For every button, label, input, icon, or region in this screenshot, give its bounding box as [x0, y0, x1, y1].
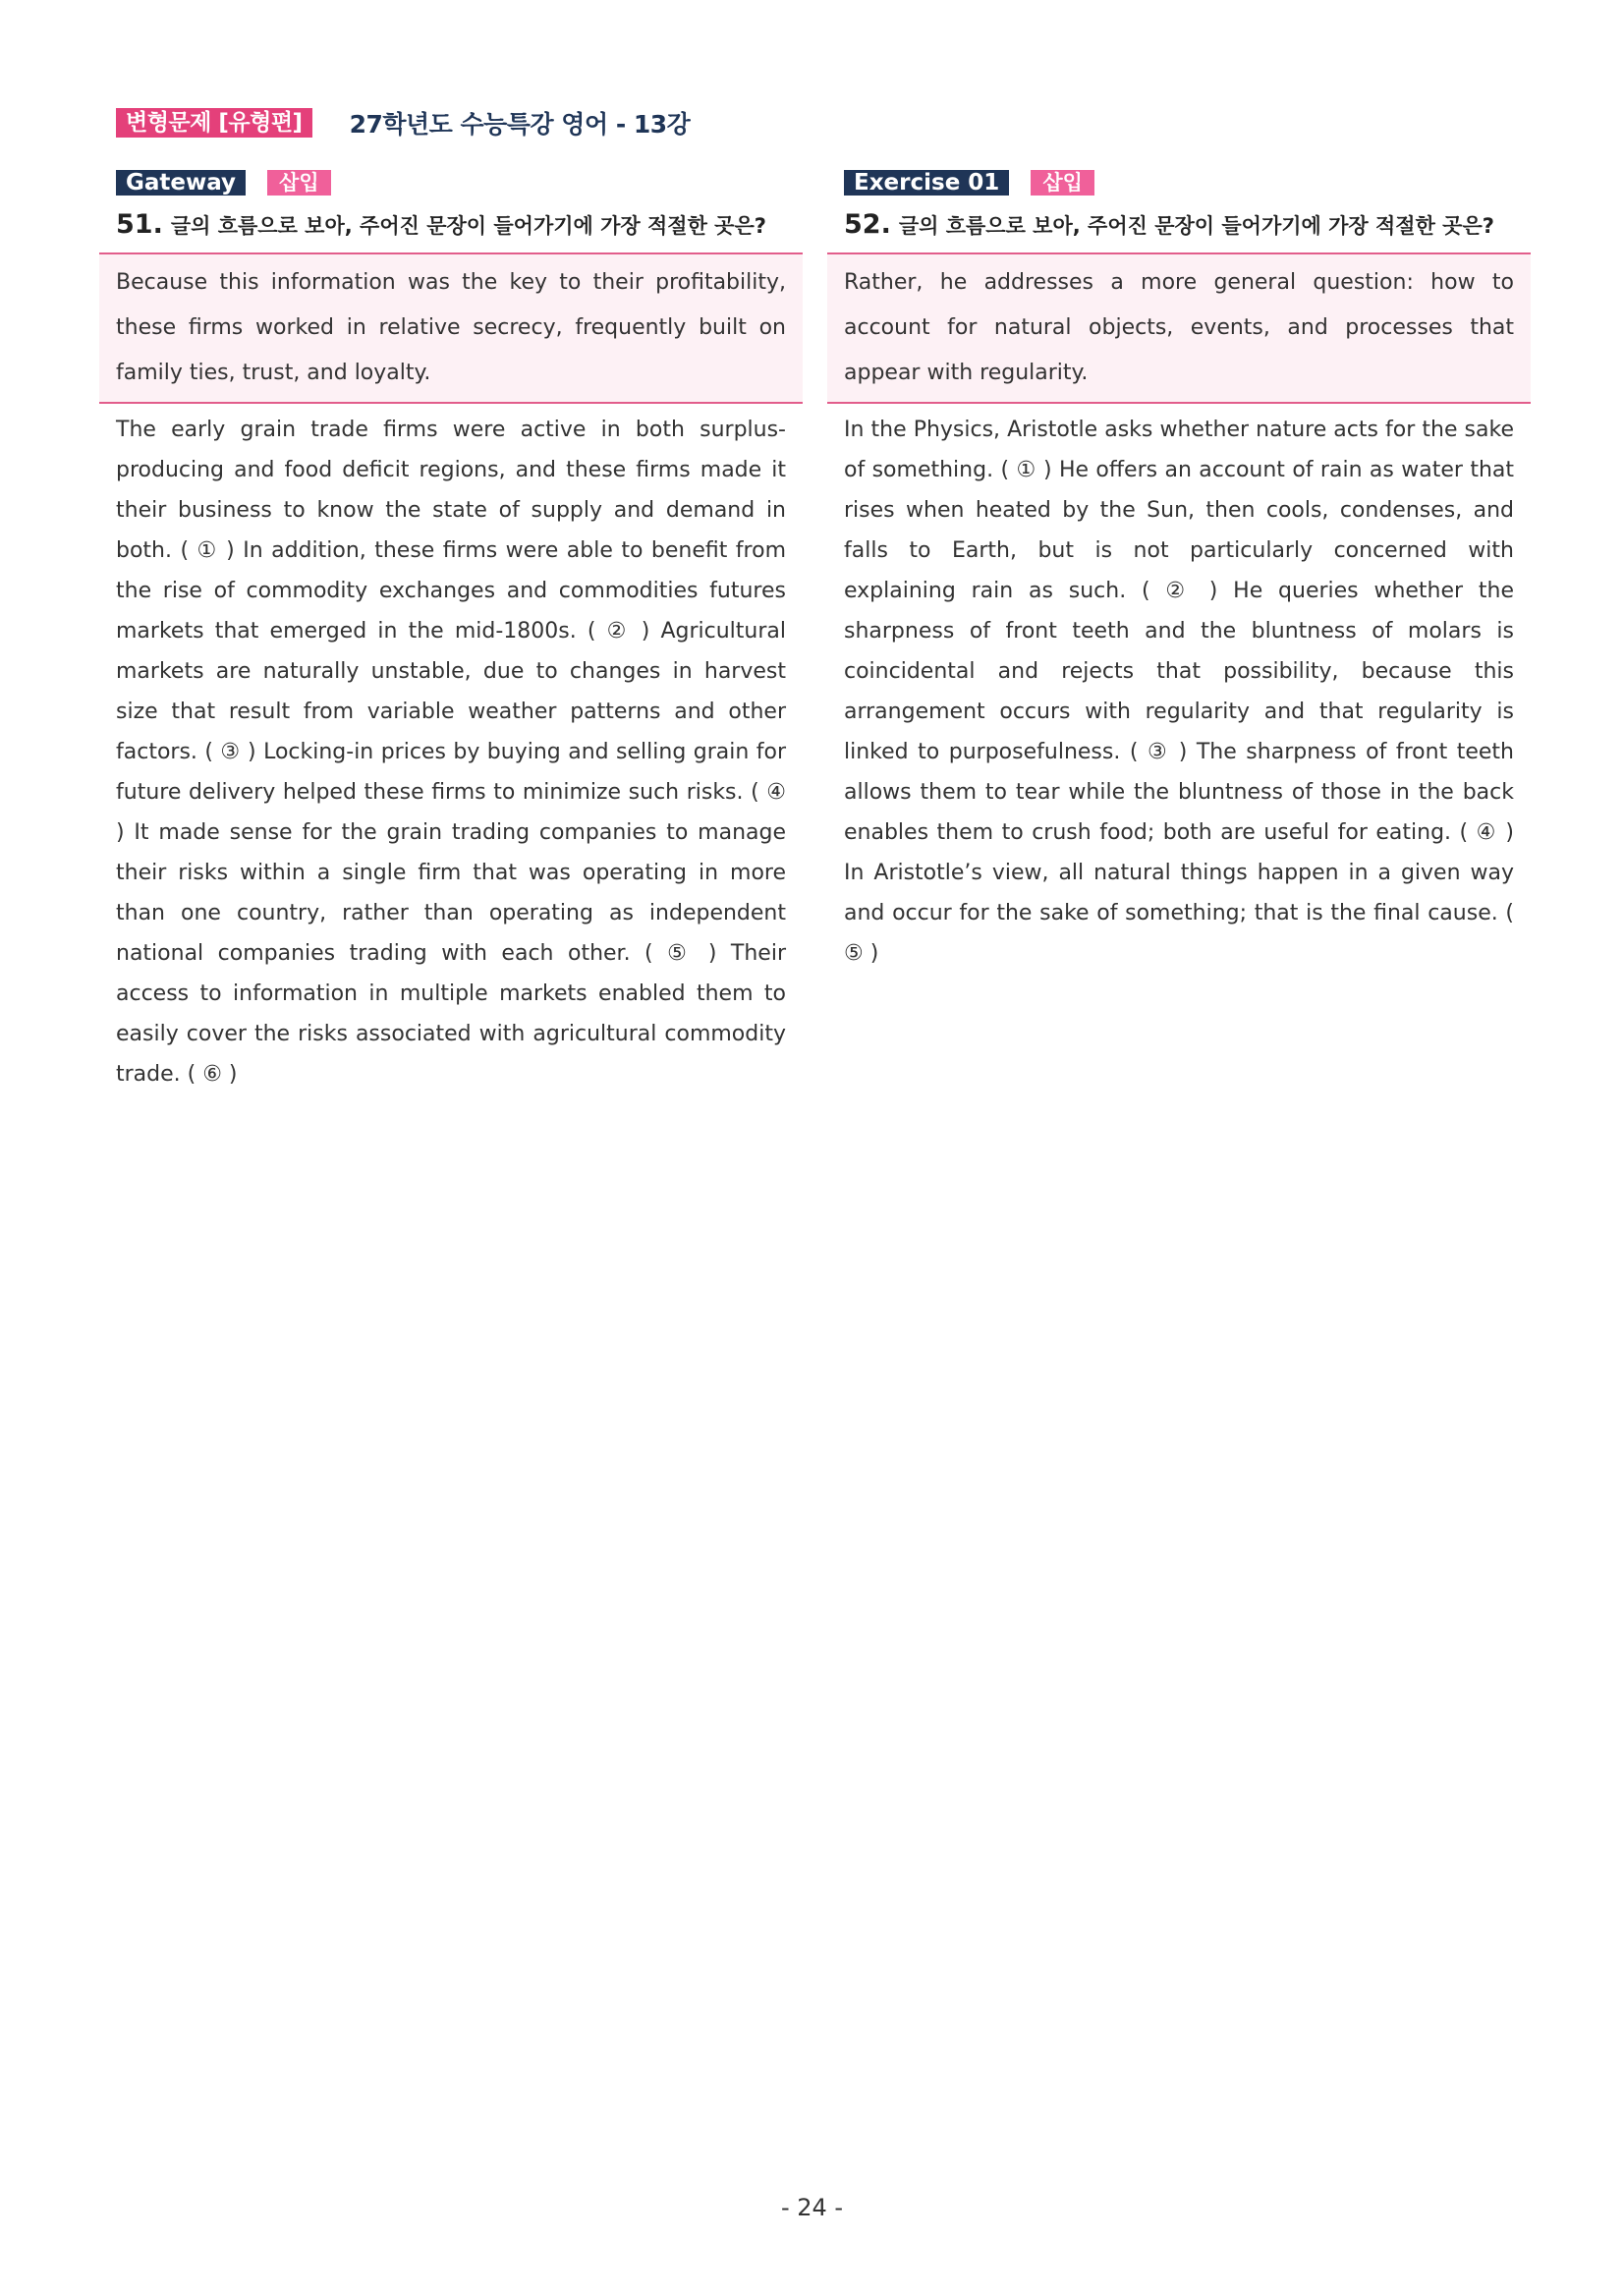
question-number: 52. [844, 209, 891, 240]
question-prompt [827, 206, 1531, 245]
page-number: - 24 - [780, 2194, 844, 2221]
given-sentence-box: Rather, he addresses a more general question: how to account for natural objects, events, and processes that appear with regularity. [827, 252, 1531, 404]
question-tags [827, 169, 1531, 196]
section-badge: 변형문제 [유형편] [116, 108, 312, 138]
question-text: 글의 흐름으로 보아, 주어진 문장이 들어가기에 가장 적절한 곳은? [170, 214, 766, 238]
question-prompt [99, 206, 803, 245]
source-label: Exercise 01 [844, 170, 1009, 196]
question-text: 글의 흐름으로 보아, 주어진 문장이 들어가기에 가장 적절한 곳은? [898, 214, 1494, 238]
page-header [116, 105, 690, 140]
question-51 [99, 169, 803, 1094]
given-sentence-box: Because this information was the key to their profitability, these firms worked in relative secrecy, frequently built on family ties, trust, and loyalty. [99, 252, 803, 404]
question-number: 51. [116, 209, 163, 240]
question-type-badge: 삽입 [1031, 170, 1094, 196]
source-label: Gateway [116, 170, 246, 196]
question-type-badge: 삽입 [267, 170, 331, 196]
page-title: 27학년도 수능특강 영어 - 13강 [349, 110, 691, 139]
question-52 [827, 169, 1531, 974]
passage-text: In the Physics, Aristotle asks whether nature acts for the sake of something. ( ① ) He offers an account of rain as water that rises when heated by the Sun, then cools, condenses, and falls to Earth, but is not particularly concerned with explaining rain as such. ( ② ) He queries whether the sharpness of front teeth and the bluntness of molars is coincidental and rejects that possibility, because this arrangement occurs with regularity and that regularity is linked to purposefulness. ( ③ ) The sharpness of front teeth allows them to tear while the bluntness of those in the back enables them to crush food; both are useful for eating. ( ④ ) In Aristotle’s view, all natural things happen in a given way and occur for the sake of something; that is the final cause. ( ⑤ ) [844, 418, 1514, 966]
question-tags [99, 169, 803, 196]
passage-text: The early grain trade firms were active in both surplus-producing and food deficit regions, and these firms made it their business to know the state of supply and demand in both. ( ① ) In addition, these firms were able to benefit from the rise of commodity exchanges and commodities futures markets that emerged in the mid-1800s. ( ② ) Agricultural markets are naturally unstable, due to changes in harvest size that result from variable weather patterns and other factors. ( ③ ) Locking-in prices by buying and selling grain for future delivery helped these firms to minimize such risks. ( ④ ) It made sense for the grain trading companies to manage their risks within a single firm that was operating in more than one country, rather than operating as independent national companies trading with each other. ( ⑤ ) Their access to information in multiple markets enabled them to easily cover the risks associated with agricultural commodity trade. ( ⑥ ) [116, 418, 786, 1087]
